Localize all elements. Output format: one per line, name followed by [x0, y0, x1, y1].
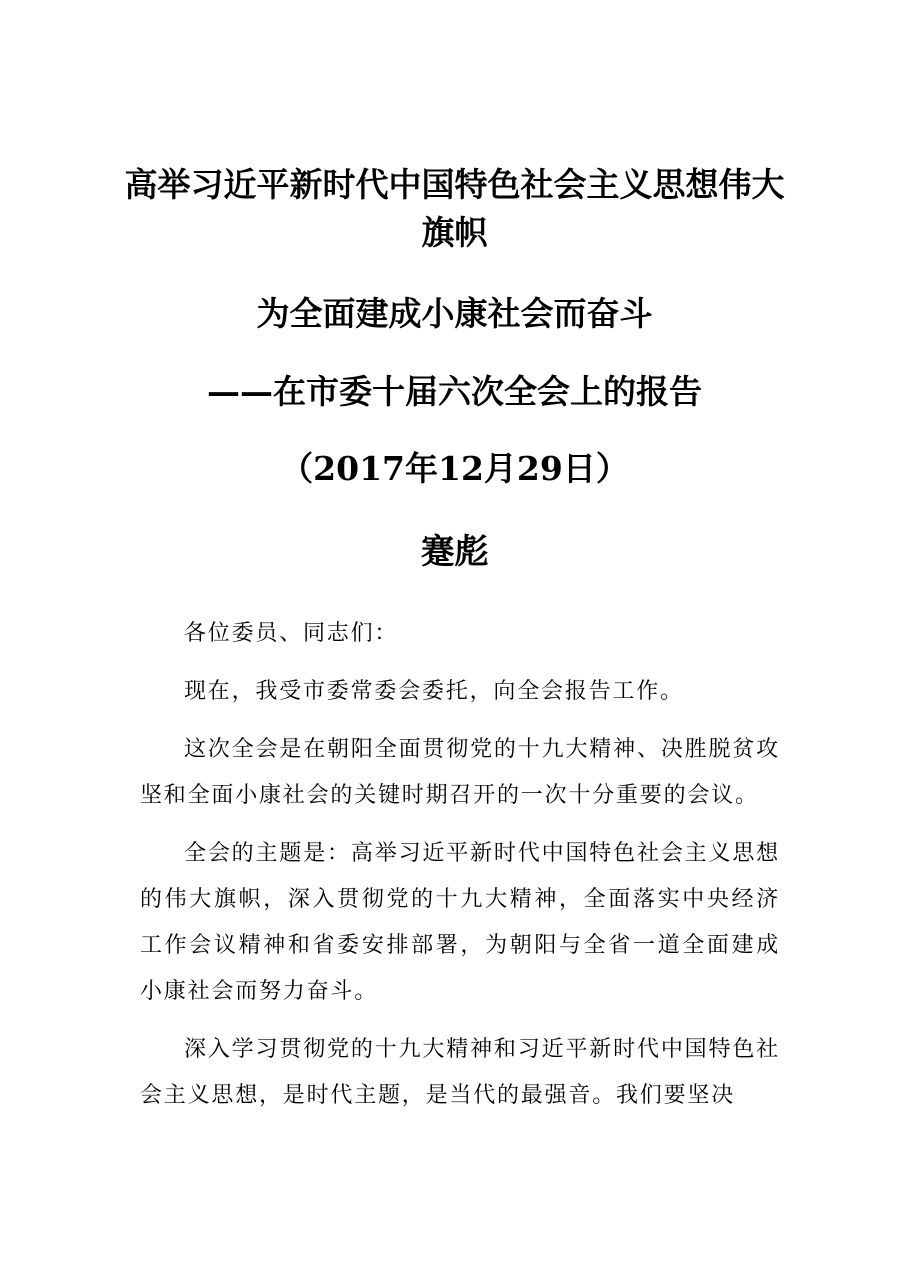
document-subtitle: ——在市委十届六次全会上的报告 [207, 372, 702, 411]
paragraph-salutation: 各位委员、同志们： [184, 621, 399, 646]
paragraph: 深入学习贯彻党的十九大精神和习近平新时代中国特色社会主义思想，是时代主题，是当代的最强音。我们要坚决 [140, 1037, 780, 1108]
document-author: 蹇彪 [420, 532, 489, 572]
document-title-line-2: 为全面建成小康社会而奋斗 [256, 294, 653, 333]
paragraph: 这次全会是在朝阳全面贯彻党的十九大精神、决胜脱贫攻坚和全面小康社会的关键时期召开的一次十分重要的会议。 [140, 737, 780, 808]
paragraph: 全会的主题是：高举习近平新时代中国特色社会主义思想的伟大旗帜，深入贯彻党的十九大精神，全面落实中央经济工作会议精神和省委安排部署，为朝阳与全省一道全面建成小康社会而努力奋斗。 [140, 841, 780, 1004]
document-date: （2017年12月29日） [280, 449, 629, 488]
document-title: 高举习近平新时代中国特色社会主义思想伟大旗帜 [124, 165, 785, 252]
paragraph: 现在，我受市委常委会委托，向全会报告工作。 [184, 679, 684, 704]
document-body [140, 611, 780, 1131]
